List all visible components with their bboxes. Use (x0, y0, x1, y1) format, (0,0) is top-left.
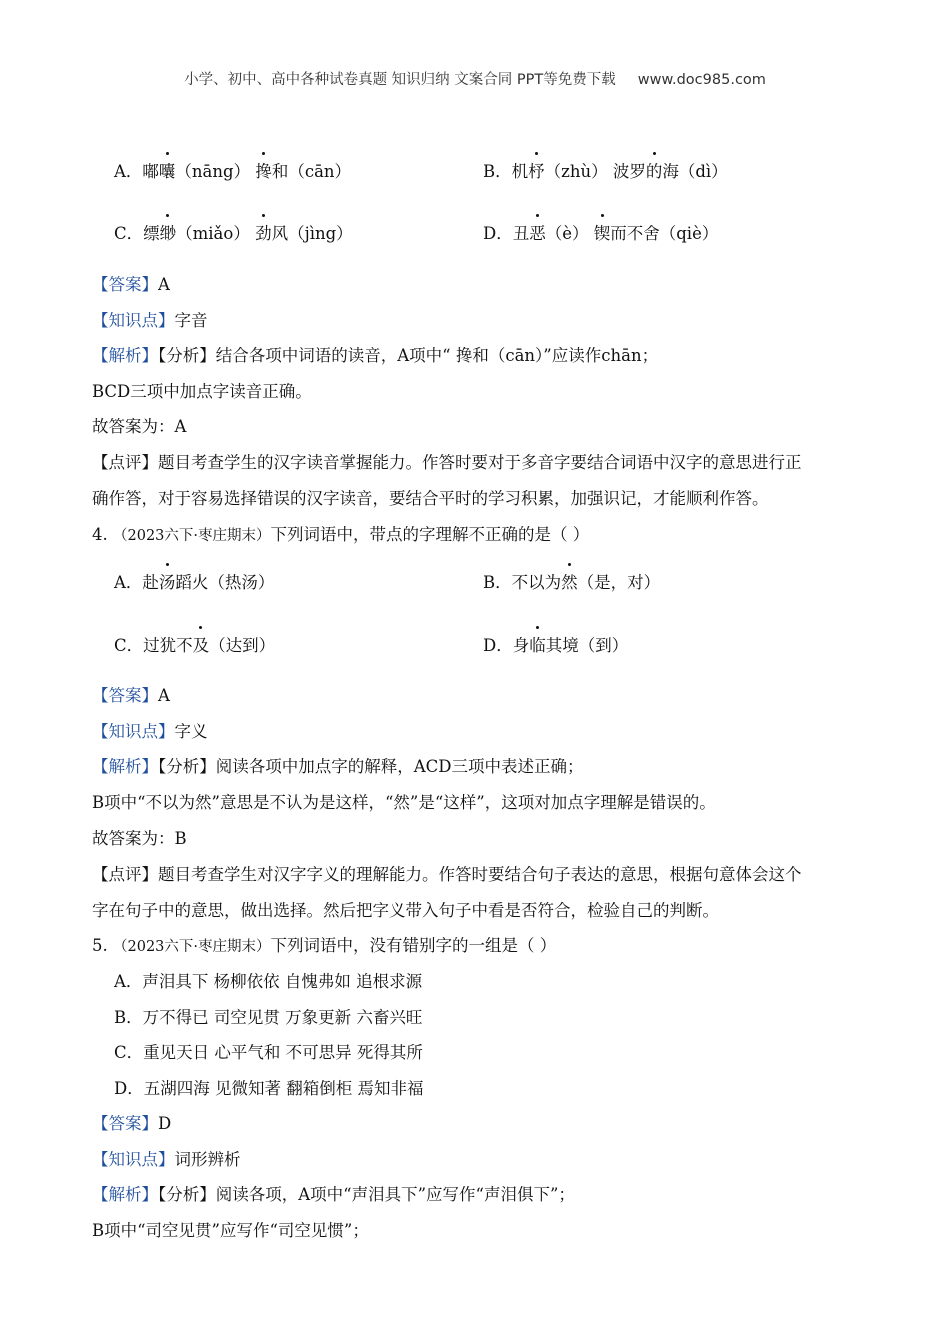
dotted-char: 缈 (160, 220, 177, 244)
dotted-char: 恶 (529, 220, 546, 244)
question-number: 5. (92, 936, 108, 955)
analysis-tag: 【解析】 (92, 757, 158, 776)
header-text: 小学、初中、高中各种试卷真题 知识归纳 文案合同 PPT等免费下载 (184, 72, 616, 88)
q5-analysis: 【解析】【分析】阅读各项，A项中“声泪具下”应写作“声泪俱下”； (92, 1185, 575, 1204)
q5-option-c: C．重见天日 心平气和 不可思异 死得其所 (114, 1043, 423, 1062)
q3-answer: 【答案】A (92, 275, 170, 294)
dotted-char: 锲 (594, 220, 611, 244)
q5-answer: 【答案】D (92, 1114, 172, 1133)
q4-answer: 【答案】A (92, 686, 170, 705)
q3-option-c: C．缥缈（miǎo） 劲风（jìng） (114, 220, 353, 244)
q4-comment-line-2: 字在句子中的意思，做出选择。然后把字义带入句子中看是否符合，检验自己的判断。 (92, 901, 719, 920)
q4-option-a: A．赴汤蹈火（热汤） (114, 569, 274, 593)
answer-tag: 【答案】 (92, 1114, 158, 1133)
q5-knowledge-point: 【知识点】词形辨析 (92, 1150, 241, 1169)
q3-knowledge-point: 【知识点】字音 (92, 311, 208, 330)
knowledge-tag: 【知识点】 (92, 311, 175, 330)
q4-comment: 【点评】题目考查学生对汉字字义的理解能力。作答时要结合句子表达的意思，根据句意体会这个 (92, 865, 802, 884)
q5-option-b: B．万不得已 司空见贯 万象更新 六畜兴旺 (114, 1008, 423, 1027)
analysis-tag: 【解析】 (92, 1185, 158, 1204)
q4-conclusion: 故答案为：B (92, 829, 187, 848)
q4-analysis-line-2: B项中“不以为然”意思是不认为是这样，“然”是“这样”，这项对加点字理解是错误的。 (92, 793, 716, 812)
q4-knowledge-point: 【知识点】字义 (92, 722, 208, 741)
q5-analysis-line-2: B项中“司空见贯”应写作“司空见惯”； (92, 1221, 369, 1240)
q3-analysis: 【解析】【分析】结合各项中词语的读音，A项中“ 搀和（cān）”应读作chān； (92, 346, 659, 365)
q3-comment-line-2: 确作答，对于容易选择错误的汉字读音，要结合平时的学习积累，加强识记，才能顺利作答。 (92, 489, 769, 508)
q4-option-b: B．不以为然（是，对） (483, 569, 660, 593)
q3-analysis-line-2: BCD三项中加点字读音正确。 (92, 382, 312, 401)
dotted-char: 临 (529, 632, 546, 656)
q4-stem: 4. （2023六下·枣庄期末）下列词语中，带点的字理解不正确的是（ ） (92, 525, 590, 544)
page-header (0, 68, 950, 89)
header-site-link[interactable]: www.doc985.com (637, 72, 766, 88)
dotted-char: 然 (561, 569, 578, 593)
q5-stem: 5. （2023六下·枣庄期末）下列词语中，没有错别字的一组是（ ） (92, 936, 557, 955)
q4-option-d: D．身临其境（到） (483, 632, 628, 656)
dotted-char: 搀 (255, 158, 272, 182)
question-number: 4. (92, 525, 108, 544)
dotted-char: 的 (646, 158, 663, 182)
q5-option-a: A．声泪具下 杨柳依依 自愧弗如 追根求源 (114, 972, 423, 991)
knowledge-tag: 【知识点】 (92, 722, 175, 741)
q3-option-d: D．丑恶（è） 锲而不舍（qiè） (483, 220, 718, 244)
dotted-char: 劲 (255, 220, 272, 244)
question-source: （2023六下·枣庄期末） (113, 528, 271, 544)
answer-tag: 【答案】 (92, 686, 158, 705)
knowledge-tag: 【知识点】 (92, 1150, 175, 1169)
q3-option-b: B．机杼（zhù） 波罗的海（dì） (483, 158, 728, 182)
q5-option-d: D．五湖四海 见微知著 翻箱倒柜 焉知非福 (114, 1079, 424, 1098)
q4-option-c: C．过犹不及（达到） (114, 632, 275, 656)
q3-conclusion: 故答案为：A (92, 417, 187, 436)
dotted-char: 囔 (159, 158, 176, 182)
dotted-char: 及 (193, 632, 210, 656)
dotted-char: 杼 (528, 158, 545, 182)
analysis-tag: 【解析】 (92, 346, 158, 365)
q3-comment: 【点评】题目考查学生的汉字读音掌握能力。作答时要对于多音字要结合词语中汉字的意思进行正 (92, 453, 802, 472)
q4-analysis: 【解析】【分析】阅读各项中加点字的解释，ACD三项中表述正确； (92, 757, 584, 776)
q3-option-a: A．嘟囔（nāng） 搀和（cān） (114, 158, 351, 182)
dotted-char: 汤 (159, 569, 176, 593)
question-source: （2023六下·枣庄期末） (113, 939, 271, 955)
answer-tag: 【答案】 (92, 275, 158, 294)
